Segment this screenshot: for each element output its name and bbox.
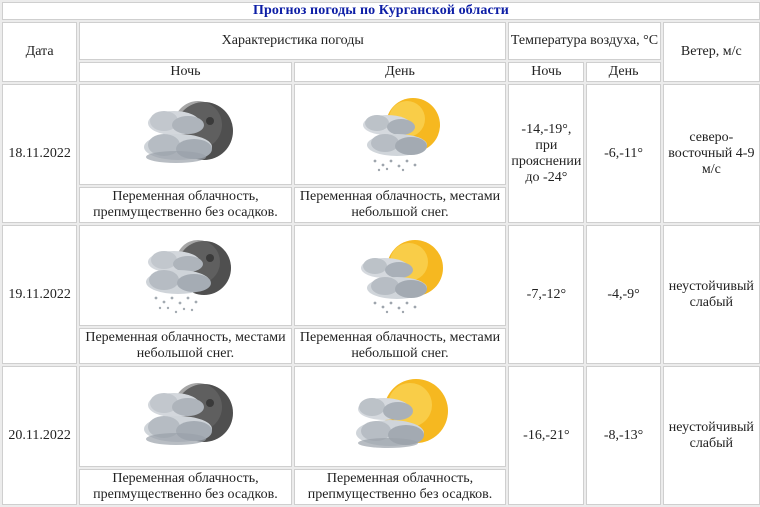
header-weather-day: День xyxy=(294,62,507,82)
table-title: Прогноз погоды по Курганской области xyxy=(2,2,760,20)
wind-cell: северо-восточный 4-9 м/с xyxy=(663,84,760,223)
header-temperature: Температура воздуха, °С xyxy=(508,22,660,60)
wind-cell: неустойчивый слабый xyxy=(663,225,760,364)
sun-cloud-snow-icon xyxy=(345,95,455,175)
day-image-cell xyxy=(294,84,507,185)
night-description: Переменная облачность, препмущественно без осадков. xyxy=(79,187,292,223)
temp-night-cell: -14,-19°, при прояснении до -24° xyxy=(508,84,584,223)
day-description: Переменная облачность, местами небольшой снег. xyxy=(294,328,507,364)
night-image-cell xyxy=(79,225,292,326)
table-row xyxy=(2,84,760,185)
night-description: Переменная облачность, препмущественно без осадков. xyxy=(79,469,292,505)
moon-cloud-snow-icon xyxy=(130,236,240,316)
table-row xyxy=(2,366,760,467)
day-description: Переменная облачность, препмущественно без осадков. xyxy=(294,469,507,505)
temp-night-cell: -16,-21° xyxy=(508,366,584,505)
header-temp-night: Ночь xyxy=(508,62,584,82)
date-cell: 20.11.2022 xyxy=(2,366,77,505)
temp-day-cell: -6,-11° xyxy=(586,84,660,223)
header-wind: Ветер, м/с xyxy=(663,22,760,82)
wind-cell: неустойчивый слабый xyxy=(663,366,760,505)
header-date: Дата xyxy=(2,22,77,82)
temp-night-cell: -7,-12° xyxy=(508,225,584,364)
header-weather: Характеристика погоды xyxy=(79,22,506,60)
night-image-cell xyxy=(79,366,292,467)
date-cell: 18.11.2022 xyxy=(2,84,77,223)
night-image-cell xyxy=(79,84,292,185)
table-row xyxy=(2,225,760,326)
moon-cloud-icon xyxy=(130,377,240,457)
date-cell: 19.11.2022 xyxy=(2,225,77,364)
temp-day-cell: -4,-9° xyxy=(586,225,660,364)
sun-cloud-snow-icon xyxy=(345,236,455,316)
moon-cloud-icon xyxy=(130,95,240,175)
night-description: Переменная облачность, местами небольшой снег. xyxy=(79,328,292,364)
day-image-cell xyxy=(294,225,507,326)
header-temp-day: День xyxy=(586,62,660,82)
sun-cloud-icon xyxy=(340,375,460,459)
temp-day-cell: -8,-13° xyxy=(586,366,660,505)
day-description: Переменная облачность, местами небольшой снег. xyxy=(294,187,507,223)
day-image-cell xyxy=(294,366,507,467)
header-weather-night: Ночь xyxy=(79,62,292,82)
